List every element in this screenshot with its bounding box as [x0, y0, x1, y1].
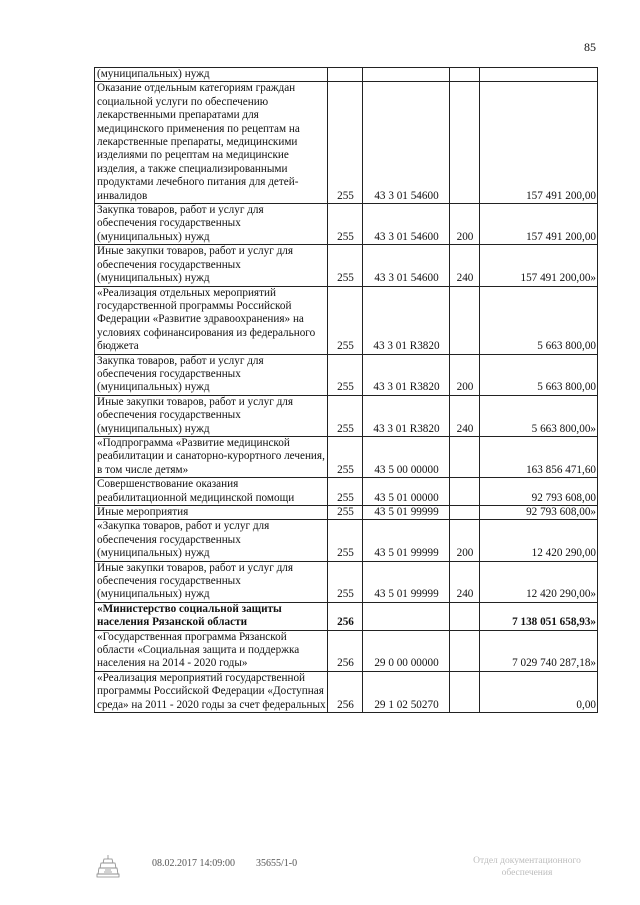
row-ministry-code-cell: 255 — [328, 395, 363, 436]
row-name-cell: «Подпрограмма «Развитие медицинской реабилитации и санаторно-курортного лечения, в том числе детям» — [95, 436, 328, 477]
row-amount-cell: 92 793 608,00 — [480, 478, 598, 506]
row-target-article-cell: 43 5 01 99999 — [363, 561, 450, 602]
row-name-cell: «Реализация мероприятий государственной программы Российской Федерации «Доступная среда» на 2011 - 2020 годы за счет федеральных — [95, 671, 328, 712]
row-ministry-code-cell: 255 — [328, 561, 363, 602]
row-amount-cell: 5 663 800,00 — [480, 354, 598, 395]
row-ministry-code-cell: 255 — [328, 245, 363, 286]
row-expense-type-cell: 240 — [450, 561, 480, 602]
row-expense-type-cell — [450, 478, 480, 506]
row-target-article-cell: 43 3 01 54600 — [363, 204, 450, 245]
row-ministry-code-cell — [328, 68, 363, 82]
row-amount-cell: 12 420 290,00» — [480, 561, 598, 602]
row-name-cell: «Закупка товаров, работ и услуг для обеспечения государственных (муниципальных) нужд — [95, 520, 328, 561]
row-ministry-code-cell: 256 — [328, 671, 363, 712]
row-amount-cell: 12 420 290,00 — [480, 520, 598, 561]
budget-table-body — [95, 68, 598, 713]
row-ministry-code-cell: 255 — [328, 520, 363, 561]
table-row — [95, 82, 598, 204]
row-target-article-cell: 43 5 01 99999 — [363, 506, 450, 520]
row-expense-type-cell — [450, 68, 480, 82]
row-target-article-cell — [363, 602, 450, 630]
row-amount-cell: 5 663 800,00» — [480, 395, 598, 436]
table-row — [95, 354, 598, 395]
row-amount-cell: 157 491 200,00» — [480, 245, 598, 286]
row-target-article-cell: 43 5 01 99999 — [363, 520, 450, 561]
row-target-article-cell — [363, 68, 450, 82]
row-amount-cell: 157 491 200,00 — [480, 82, 598, 204]
row-ministry-code-cell: 255 — [328, 286, 363, 354]
row-name-cell: Закупка товаров, работ и услуг для обеспечения государственных (муниципальных) нужд — [95, 204, 328, 245]
row-amount-cell: 163 856 471,60 — [480, 436, 598, 477]
row-expense-type-cell: 240 — [450, 245, 480, 286]
row-expense-type-cell: 200 — [450, 204, 480, 245]
row-expense-type-cell: 200 — [450, 520, 480, 561]
table-row — [95, 671, 598, 712]
row-amount-cell: 157 491 200,00 — [480, 204, 598, 245]
row-name-cell: Иные закупки товаров, работ и услуг для обеспечения государственных (муниципальных) нужд — [95, 245, 328, 286]
page-number: 85 — [584, 40, 596, 54]
row-ministry-code-cell: 255 — [328, 436, 363, 477]
footer-date: 08.02.2017 14:09:00 — [152, 858, 236, 869]
row-name-cell: «Государственная программа Рязанской области «Социальная защита и поддержка населения на 2014 - 2020 годы» — [95, 630, 328, 671]
table-row — [95, 630, 598, 671]
table-row — [95, 436, 598, 477]
row-expense-type-cell — [450, 436, 480, 477]
row-target-article-cell: 43 5 00 00000 — [363, 436, 450, 477]
row-ministry-code-cell: 255 — [328, 478, 363, 506]
row-target-article-cell: 43 3 01 R3820 — [363, 354, 450, 395]
table-row — [95, 395, 598, 436]
table-row — [95, 204, 598, 245]
row-ministry-code-cell: 255 — [328, 82, 363, 204]
document-stamp-icon — [96, 853, 120, 879]
row-ministry-code-cell: 256 — [328, 602, 363, 630]
row-target-article-cell: 43 3 01 R3820 — [363, 395, 450, 436]
row-name-cell: (муниципальных) нужд — [95, 68, 328, 82]
row-ministry-code-cell: 255 — [328, 354, 363, 395]
footer-system-stamp: Отдел документационного обеспечения — [473, 856, 581, 878]
row-name-cell: Иные закупки товаров, работ и услуг для обеспечения государственных (муниципальных) нужд — [95, 561, 328, 602]
row-amount-cell: 7 029 740 287,18» — [480, 630, 598, 671]
table-row — [95, 602, 598, 630]
row-name-cell: Закупка товаров, работ и услуг для обеспечения государственных (муниципальных) нужд — [95, 354, 328, 395]
row-expense-type-cell: 200 — [450, 354, 480, 395]
table-row — [95, 245, 598, 286]
table-row — [95, 506, 598, 520]
row-name-cell: Иные мероприятия — [95, 506, 328, 520]
footer-document-number: 35655/1-0 — [256, 858, 298, 869]
row-expense-type-cell — [450, 286, 480, 354]
table-row — [95, 68, 598, 82]
row-name-cell: Оказание отдельным категориям граждан социальной услуги по обеспечению лекарственными препаратами для медицинского применения по рецептам на лекарственные препараты, медицинскими изделиями по рецептам на медицинские изделия, а также специализированными продуктами лечебного питания для детей-инвалидов — [95, 82, 328, 204]
row-amount-cell: 0,00 — [480, 671, 598, 712]
row-expense-type-cell — [450, 82, 480, 204]
row-expense-type-cell — [450, 602, 480, 630]
row-expense-type-cell — [450, 671, 480, 712]
row-target-article-cell: 43 3 01 54600 — [363, 245, 450, 286]
row-name-cell: Иные закупки товаров, работ и услуг для обеспечения государственных (муниципальных) нужд — [95, 395, 328, 436]
row-target-article-cell: 43 3 01 54600 — [363, 82, 450, 204]
table-row — [95, 478, 598, 506]
row-target-article-cell: 29 1 02 50270 — [363, 671, 450, 712]
row-amount-cell — [480, 68, 598, 82]
row-name-cell: «Министерство социальной защиты населения Рязанской области — [95, 602, 328, 630]
row-target-article-cell: 43 5 01 00000 — [363, 478, 450, 506]
row-name-cell: Совершенствование оказания реабилитационной медицинской помощи — [95, 478, 328, 506]
row-ministry-code-cell: 256 — [328, 630, 363, 671]
footer — [0, 855, 640, 885]
budget-table — [94, 67, 598, 713]
row-target-article-cell: 43 3 01 R3820 — [363, 286, 450, 354]
table-row — [95, 286, 598, 354]
row-ministry-code-cell: 255 — [328, 204, 363, 245]
row-expense-type-cell: 240 — [450, 395, 480, 436]
row-expense-type-cell — [450, 630, 480, 671]
table-row — [95, 520, 598, 561]
row-name-cell: «Реализация отдельных мероприятий государственной программы Российской Федерации «Развитие здравоохранения» на условиях софинансирования из федерального бюджета — [95, 286, 328, 354]
row-target-article-cell: 29 0 00 00000 — [363, 630, 450, 671]
row-expense-type-cell — [450, 506, 480, 520]
row-amount-cell: 5 663 800,00 — [480, 286, 598, 354]
table-row — [95, 561, 598, 602]
row-amount-cell: 7 138 051 658,93» — [480, 602, 598, 630]
row-amount-cell: 92 793 608,00» — [480, 506, 598, 520]
row-ministry-code-cell: 255 — [328, 506, 363, 520]
